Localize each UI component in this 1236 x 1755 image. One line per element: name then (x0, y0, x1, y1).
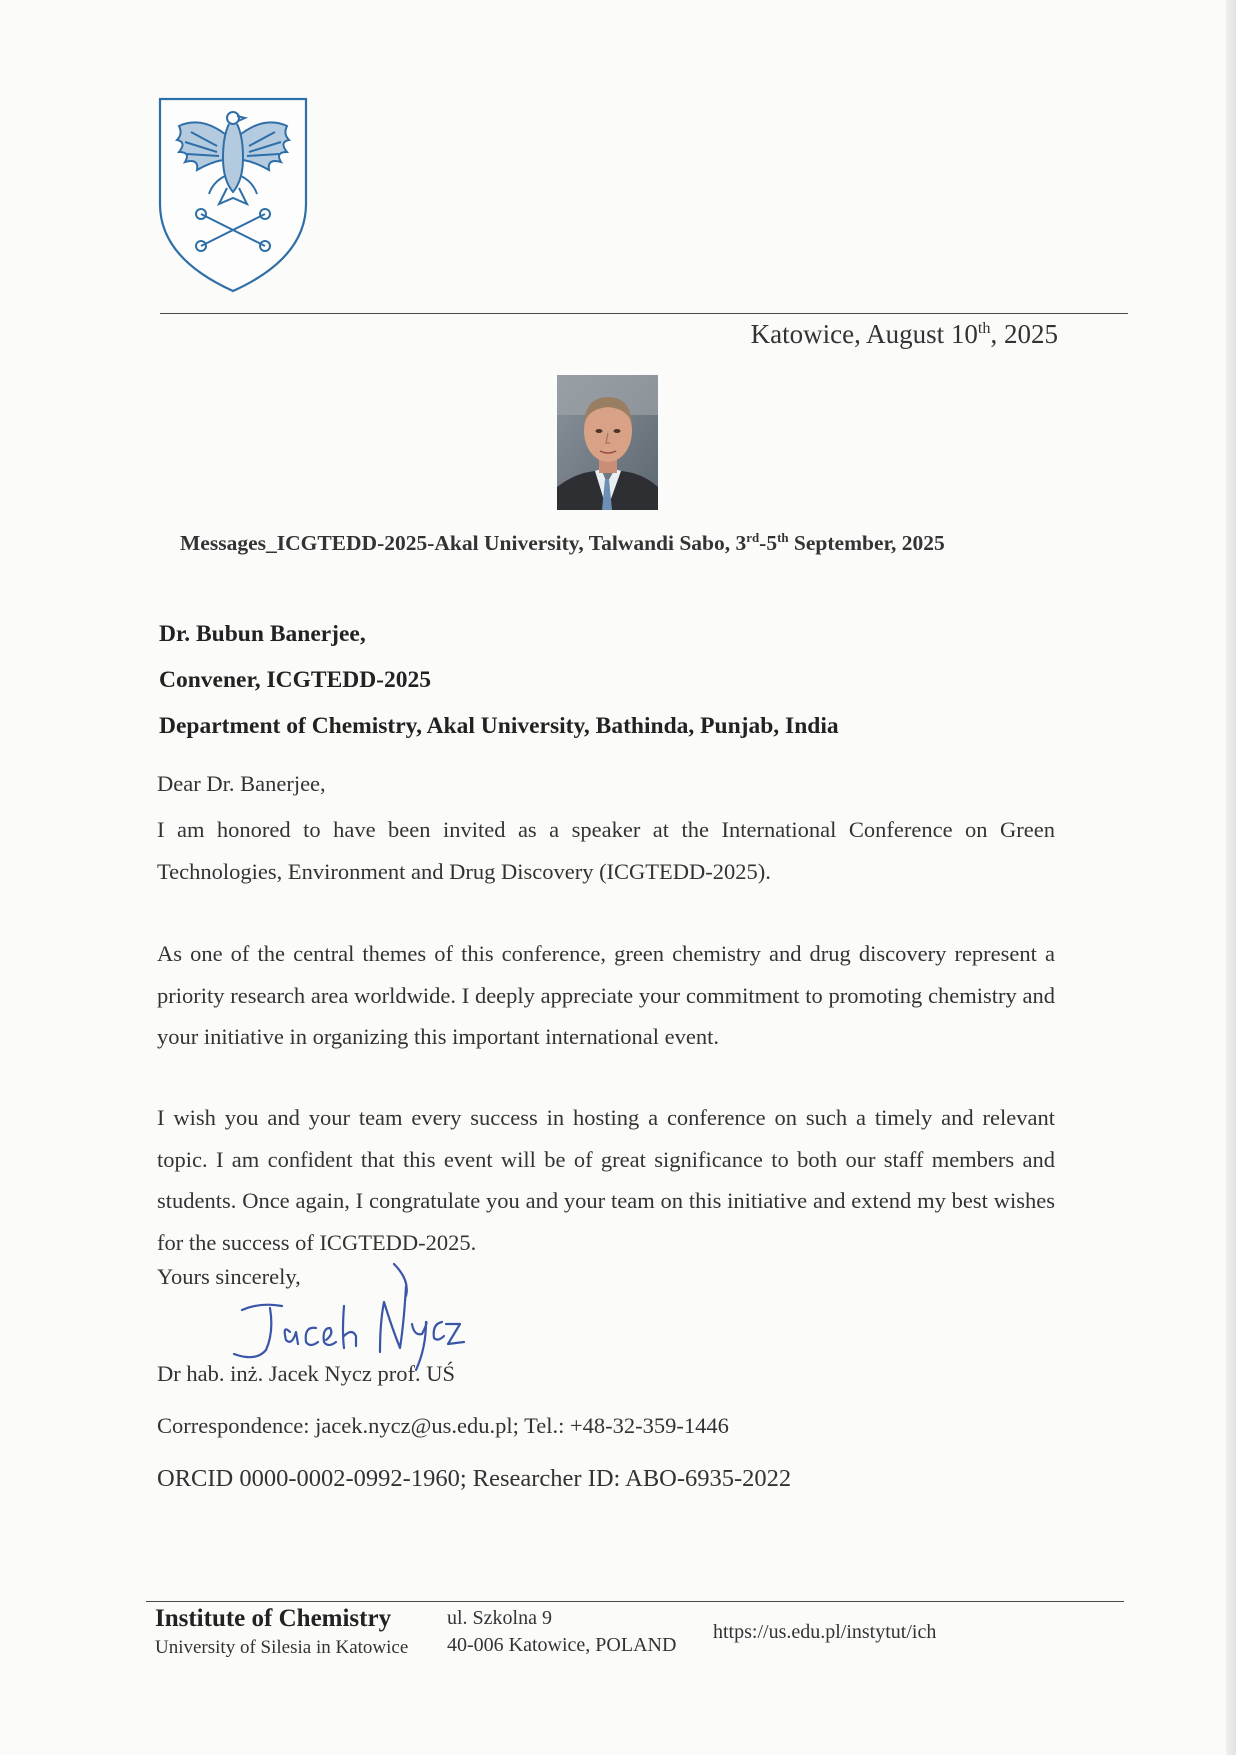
university-crest-logo (157, 96, 309, 294)
addressee-department: Department of Chemistry, Akal University, Bathinda, Punjab, India (159, 713, 839, 739)
letter-date: Katowice, August 10th, 2025 (750, 319, 1058, 349)
footer-divider (146, 1601, 1124, 1602)
header-divider (160, 313, 1128, 314)
footer-institute-name: Institute of Chemistry (155, 1605, 392, 1632)
message-subject-line: Messages_ICGTEDD-2025-Akal University, Talwandi Sabo, 3rd-5th September, 2025 (180, 530, 945, 555)
letter-paragraph-1: I am honored to have been invited as a speaker at the International Conference on Green Technologies, Environment and Drug Discovery (ICGTEDD-2025). (157, 817, 1055, 884)
letter-paragraph-3: I wish you and your team every success in hosting a conference on such a timely and relevant topic. I am confident that this event will be of great significance to both our staff members and students. Once again, I congratulate you and your team on this initiative and extend my best wishes for the success of ICGTEDD-2025. (157, 1105, 1055, 1255)
addressee-name: Dr. Bubun Banerjee, (159, 621, 366, 647)
addressee-role: Convener, ICGTEDD-2025 (159, 667, 432, 693)
signer-name: Dr hab. inż. Jacek Nycz prof. UŚ (157, 1361, 456, 1386)
salutation: Dear Dr. Banerjee, (157, 771, 326, 796)
addressee-block (159, 611, 839, 749)
correspondence-line: Correspondence: jacek.nycz@us.edu.pl; Tel.: +48-32-359-1446 (157, 1413, 729, 1438)
letter-paragraph-2: As one of the central themes of this conference, green chemistry and drug discovery represent a priority research area worldwide. I deeply appreciate your commitment to promoting chemistry and your initiative in organizing this important international event. (157, 941, 1055, 1049)
researcher-ids-line: ORCID 0000-0002-0992-1960; Researcher ID: ABO-6935-2022 (157, 1465, 792, 1492)
author-portrait-photo (557, 375, 658, 510)
footer-city-address: 40-006 Katowice, POLAND (447, 1634, 677, 1656)
footer-university-name: University of Silesia in Katowice (155, 1637, 409, 1658)
handwritten-signature (220, 1262, 480, 1374)
page-edge-shadow (1226, 0, 1236, 1755)
footer-website-link[interactable]: https://us.edu.pl/instytut/ich (713, 1621, 937, 1643)
closing-phrase: Yours sincerely, (157, 1264, 301, 1289)
footer-street-address: ul. Szkolna 9 (447, 1607, 552, 1629)
